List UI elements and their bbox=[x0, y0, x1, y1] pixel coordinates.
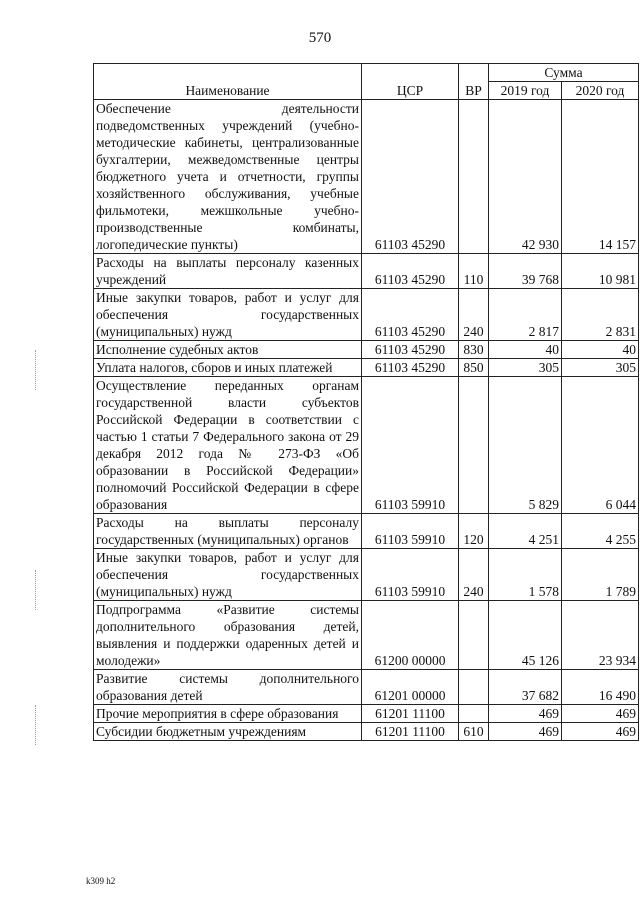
row-sum-2020: 1 789 bbox=[562, 549, 639, 601]
row-sum-2019: 42 930 bbox=[489, 100, 562, 254]
header-csr: ЦСР bbox=[362, 64, 459, 100]
row-name: Уплата налогов, сборов и иных платежей bbox=[94, 359, 362, 377]
row-sum-2019: 5 829 bbox=[489, 377, 562, 514]
row-sum-2020: 305 bbox=[562, 359, 639, 377]
row-name: Иные закупки товаров, работ и услуг для обеспечения государственных (муниципальных) нужд bbox=[94, 289, 362, 341]
table-row bbox=[94, 359, 639, 377]
row-csr: 61103 59910 bbox=[362, 514, 459, 549]
table-row bbox=[94, 254, 639, 289]
row-name: Расходы на выплаты персоналу государственных (муниципальных) органов bbox=[94, 514, 362, 549]
row-csr: 61201 00000 bbox=[362, 670, 459, 705]
footer-code: k309 h2 bbox=[86, 876, 116, 886]
row-csr: 61200 00000 bbox=[362, 601, 459, 670]
row-sum-2019: 2 817 bbox=[489, 289, 562, 341]
row-sum-2019: 305 bbox=[489, 359, 562, 377]
row-sum-2019: 469 bbox=[489, 723, 562, 741]
table-row bbox=[94, 289, 639, 341]
row-vr: 120 bbox=[459, 514, 489, 549]
scan-mark bbox=[35, 570, 37, 610]
row-vr bbox=[459, 601, 489, 670]
row-sum-2020: 6 044 bbox=[562, 377, 639, 514]
row-name: Исполнение судебных актов bbox=[94, 341, 362, 359]
row-name: Иные закупки товаров, работ и услуг для обеспечения государственных (муниципальных) нужд bbox=[94, 549, 362, 601]
row-sum-2019: 469 bbox=[489, 705, 562, 723]
row-vr: 850 bbox=[459, 359, 489, 377]
row-sum-2020: 10 981 bbox=[562, 254, 639, 289]
table-row bbox=[94, 341, 639, 359]
row-csr: 61103 45290 bbox=[362, 254, 459, 289]
row-name: Обеспечение деятельности подведомственных учреждений (учебно-методические кабинеты, централизованные бухгалтерии, межведомственные центры бюджетного учета и отчетности, группы хозяйственного обслуживания, учебные фильмотеки, межшкольные учебно-производственные комбинаты, логопедические пункты) bbox=[94, 100, 362, 254]
row-sum-2020: 14 157 bbox=[562, 100, 639, 254]
row-name: Осуществление переданных органам государственной власти субъектов Российской Федерации в соответствии с частью 1 статьи 7 Федерального закона от 29 декабря 2012 года № 273-ФЗ «Об образовании в Российской Федерации» полномочий Российской Федерации в сфере образования bbox=[94, 377, 362, 514]
scan-mark bbox=[35, 705, 37, 745]
table-row bbox=[94, 377, 639, 514]
row-name: Подпрограмма «Развитие системы дополнительного образования детей, выявления и поддержки одаренных детей и молодежи» bbox=[94, 601, 362, 670]
row-sum-2020: 16 490 bbox=[562, 670, 639, 705]
row-csr: 61201 11100 bbox=[362, 705, 459, 723]
row-sum-2020: 2 831 bbox=[562, 289, 639, 341]
header-vr: ВР bbox=[459, 64, 489, 100]
page-number: 570 bbox=[308, 30, 332, 46]
header-sum: Сумма bbox=[489, 64, 639, 82]
row-vr bbox=[459, 705, 489, 723]
table-row bbox=[94, 705, 639, 723]
table-row bbox=[94, 601, 639, 670]
row-sum-2020: 4 255 bbox=[562, 514, 639, 549]
row-sum-2020: 23 934 bbox=[562, 601, 639, 670]
row-vr bbox=[459, 377, 489, 514]
table-row bbox=[94, 670, 639, 705]
row-csr: 61103 59910 bbox=[362, 549, 459, 601]
row-csr: 61103 45290 bbox=[362, 100, 459, 254]
header-year-2019: 2019 год bbox=[489, 82, 562, 100]
row-name: Субсидии бюджетным учреждениям bbox=[94, 723, 362, 741]
header-year-2020: 2020 год bbox=[562, 82, 639, 100]
row-vr: 830 bbox=[459, 341, 489, 359]
table-header bbox=[94, 64, 639, 100]
row-csr: 61103 45290 bbox=[362, 289, 459, 341]
table-row bbox=[94, 549, 639, 601]
row-vr: 610 bbox=[459, 723, 489, 741]
header-name: Наименование bbox=[94, 64, 362, 100]
budget-table bbox=[93, 63, 639, 741]
row-sum-2019: 45 126 bbox=[489, 601, 562, 670]
row-sum-2019: 1 578 bbox=[489, 549, 562, 601]
row-vr: 240 bbox=[459, 289, 489, 341]
row-csr: 61103 45290 bbox=[362, 359, 459, 377]
row-csr: 61201 11100 bbox=[362, 723, 459, 741]
scan-mark bbox=[35, 350, 37, 390]
row-vr bbox=[459, 100, 489, 254]
row-sum-2020: 40 bbox=[562, 341, 639, 359]
row-name: Развитие системы дополнительного образования детей bbox=[94, 670, 362, 705]
table-row bbox=[94, 514, 639, 549]
row-name: Расходы на выплаты персоналу казенных учреждений bbox=[94, 254, 362, 289]
row-csr: 61103 59910 bbox=[362, 377, 459, 514]
table-body bbox=[94, 100, 639, 741]
row-sum-2020: 469 bbox=[562, 705, 639, 723]
row-csr: 61103 45290 bbox=[362, 341, 459, 359]
row-sum-2019: 4 251 bbox=[489, 514, 562, 549]
row-sum-2019: 39 768 bbox=[489, 254, 562, 289]
table-row bbox=[94, 100, 639, 254]
row-vr bbox=[459, 670, 489, 705]
row-sum-2020: 469 bbox=[562, 723, 639, 741]
row-vr: 240 bbox=[459, 549, 489, 601]
row-sum-2019: 40 bbox=[489, 341, 562, 359]
row-vr: 110 bbox=[459, 254, 489, 289]
row-name: Прочие мероприятия в сфере образования bbox=[94, 705, 362, 723]
row-sum-2019: 37 682 bbox=[489, 670, 562, 705]
table-row bbox=[94, 723, 639, 741]
